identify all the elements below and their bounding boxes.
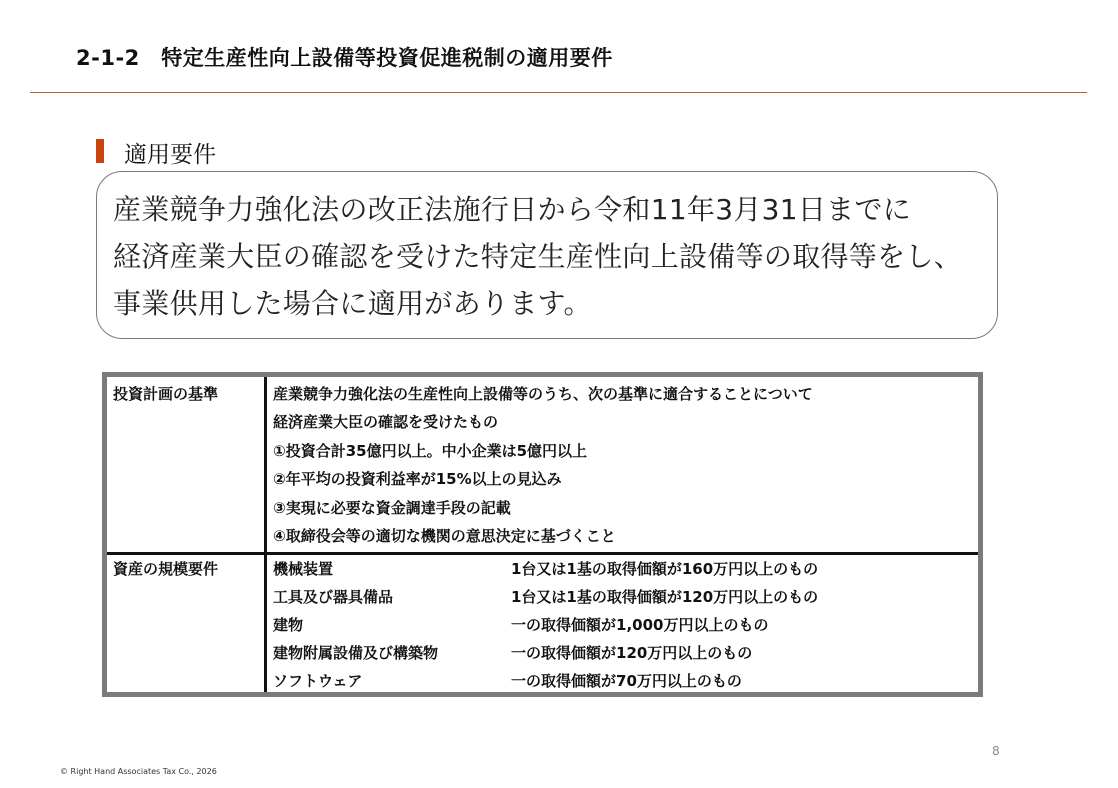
asset-name: 建物 [273, 616, 304, 634]
asset-size-content [273, 555, 978, 692]
table-row [273, 614, 973, 642]
section-heading: 適用要件 [124, 142, 216, 168]
investment-criteria-content [273, 377, 978, 552]
asset-condition: 一の取得価額が120万円以上のもの [511, 644, 753, 662]
criteria-line: ①投資合計35億円以上。中小企業は5億円以上 [273, 442, 588, 460]
slide-title: 2-1-2 特定生産性向上設備等投資促進税制の適用要件 [76, 46, 613, 70]
summary-line: 産業競争力強化法の改正法施行日から令和11年3月31日までに [113, 193, 912, 226]
investment-criteria-group [107, 377, 978, 552]
asset-size-group [107, 552, 978, 692]
asset-condition: 1台又は1基の取得価額が160万円以上のもの [511, 560, 819, 578]
table-row [273, 670, 973, 698]
asset-name: 機械装置 [273, 560, 334, 578]
table-row [273, 642, 973, 670]
criteria-line: ③実現に必要な資金調達手段の記載 [273, 499, 511, 517]
asset-condition: 1台又は1基の取得価額が120万円以上のもの [511, 588, 819, 606]
summary-box [96, 171, 998, 339]
title-divider [30, 92, 1087, 93]
asset-size-label: 資産の規模要件 [107, 555, 267, 692]
summary-line: 経済産業大臣の確認を受けた特定生産性向上設備等の取得等をし、 [113, 240, 963, 273]
page-number: 8 [992, 744, 1000, 758]
asset-name: ソフトウェア [273, 672, 363, 690]
criteria-line: 経済産業大臣の確認を受けたもの [273, 413, 499, 431]
summary-line: 事業供用した場合に適用があります。 [113, 287, 592, 320]
asset-condition: 一の取得価額が1,000万円以上のもの [511, 616, 769, 634]
section-marker [96, 139, 104, 163]
requirements-table [102, 372, 983, 697]
table-row [273, 558, 973, 586]
criteria-line: 産業競争力強化法の生産性向上設備等のうち、次の基準に適合することについて [273, 385, 813, 403]
investment-criteria-label: 投資計画の基準 [107, 377, 267, 552]
asset-name: 建物附属設備及び構築物 [273, 644, 439, 662]
asset-condition: 一の取得価額が70万円以上のもの [511, 672, 742, 690]
criteria-line: ④取締役会等の適切な機関の意思決定に基づくこと [273, 527, 616, 545]
criteria-line: ②年平均の投資利益率が15%以上の見込み [273, 470, 562, 488]
asset-name: 工具及び器具備品 [273, 588, 394, 606]
table-row [273, 586, 973, 614]
footer-copyright: © Right Hand Associates Tax Co., 2026 [60, 767, 217, 776]
